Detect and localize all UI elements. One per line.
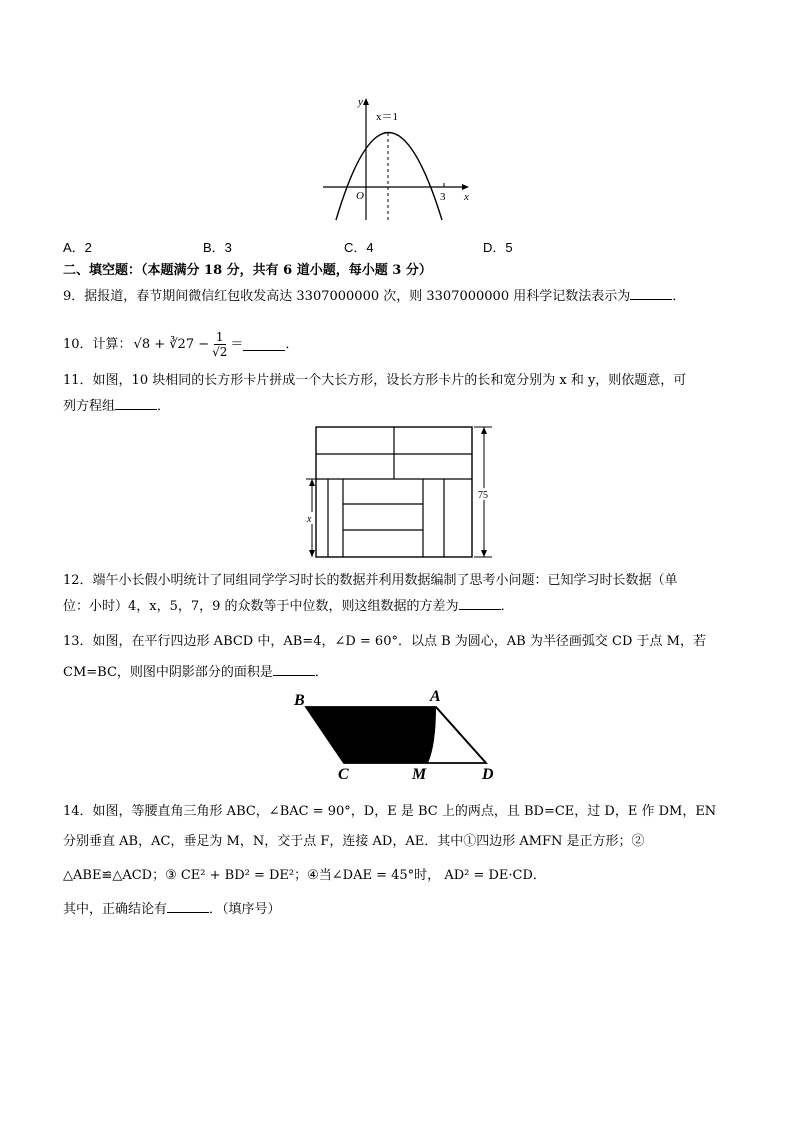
q14-answer-blank[interactable]	[167, 900, 209, 913]
option-d: D．5	[483, 240, 513, 255]
parallelogram-figure	[288, 685, 508, 785]
q13-end: ．	[314, 665, 328, 680]
point-a-label: A	[430, 688, 441, 705]
question-14-line2: 分别垂直 AB，AC，垂足为 M，N，交于点 F，连接 AD，AE．其中①四边形 AMFN 是正方形；②	[63, 834, 645, 849]
q11-answer-blank[interactable]	[115, 397, 157, 410]
y-axis-label: y	[358, 96, 363, 108]
q14-line4-text: 其中，正确结论有	[63, 902, 168, 917]
question-9	[63, 287, 685, 306]
question-12-line2	[63, 597, 514, 616]
option-c: C．4	[344, 240, 374, 255]
section-title: 二、填空题：（本题满分 18 分，共有 6 道小题，每小题 3 分）	[63, 263, 432, 278]
q10-frac-den: √2	[212, 345, 228, 359]
q10-fraction	[212, 330, 227, 359]
q11-end: ．	[157, 399, 171, 414]
q10-frac-num: 1	[215, 330, 224, 344]
q12-line2-text: 位：小时）4，x，5，7，9 的众数等于中位数，则这组数据的方差为	[63, 599, 459, 614]
q9-text: 据报道，春节期间微信红包收发高达 3307000000 次，则 3307000000 用科学记数法表示为	[84, 289, 631, 304]
q12-end: ．	[500, 599, 514, 614]
q9-end: ．	[672, 289, 686, 304]
point-b-label: B	[294, 692, 305, 709]
q12-answer-blank[interactable]	[459, 597, 501, 610]
question-12-line1: 12．端午小长假小明统计了同组同学学习时长的数据并利用数据编制了思考小问题：已知学习时长数据（单	[63, 573, 678, 588]
q9-answer-blank[interactable]	[630, 287, 672, 300]
q11-line2-text: 列方程组	[63, 399, 116, 414]
rectangle-cards-figure	[298, 422, 498, 562]
option-b: B．3	[203, 240, 232, 255]
question-14-line1: 14．如图，等腰直角三角形 ABC，∠BAC = 90°，D，E 是 BC 上的两点，且 BD=CE，过 D，E 作 DM，EN	[63, 804, 717, 819]
point-c-label: C	[338, 766, 349, 783]
question-11-line2	[63, 397, 170, 416]
tick-label-3: 3	[440, 191, 446, 203]
q10-prefix: 10．计算：	[63, 336, 132, 352]
parabola-figure	[318, 95, 478, 225]
q10-expression: √8 + ∛27 −	[133, 336, 210, 352]
dimension-75-label: 75	[478, 490, 488, 501]
q13-line2-text: CM=BC，则图中阴影部分的面积是	[63, 665, 273, 680]
option-a: A．2	[63, 240, 92, 255]
question-10	[63, 330, 298, 359]
question-14-line4	[63, 900, 281, 919]
q10-equals: ＝	[230, 336, 244, 352]
question-14-line3: △ABE≌△ACD；③ CE² + BD² = DE²；④当∠DAE = 45°时， AD² = DE·CD．	[63, 868, 546, 883]
q9-number: 9．	[63, 289, 85, 304]
x-axis-label: x	[464, 191, 469, 203]
origin-label: O	[356, 190, 364, 202]
question-13-line1: 13．如图，在平行四边形 ABCD 中，AB=4，∠D = 60°．以点 B 为圆心，AB 为半径画弧交 CD 于点 M，若	[63, 634, 706, 649]
question-13-line2	[63, 663, 328, 682]
q13-answer-blank[interactable]	[273, 663, 315, 676]
question-11-line1: 11．如图，10 块相同的长方形卡片拼成一个大长方形，设长方形卡片的长和宽分别为 x 和 y，则依题意，可	[63, 373, 687, 388]
point-m-label: M	[412, 766, 427, 783]
point-d-label: D	[482, 766, 494, 783]
q10-end: ．	[285, 336, 299, 352]
symmetry-line-label: x＝1	[376, 111, 398, 123]
q14-end: ．（填序号）	[209, 902, 281, 917]
q10-answer-blank[interactable]	[243, 338, 285, 351]
dimension-x-label: x	[307, 514, 312, 525]
